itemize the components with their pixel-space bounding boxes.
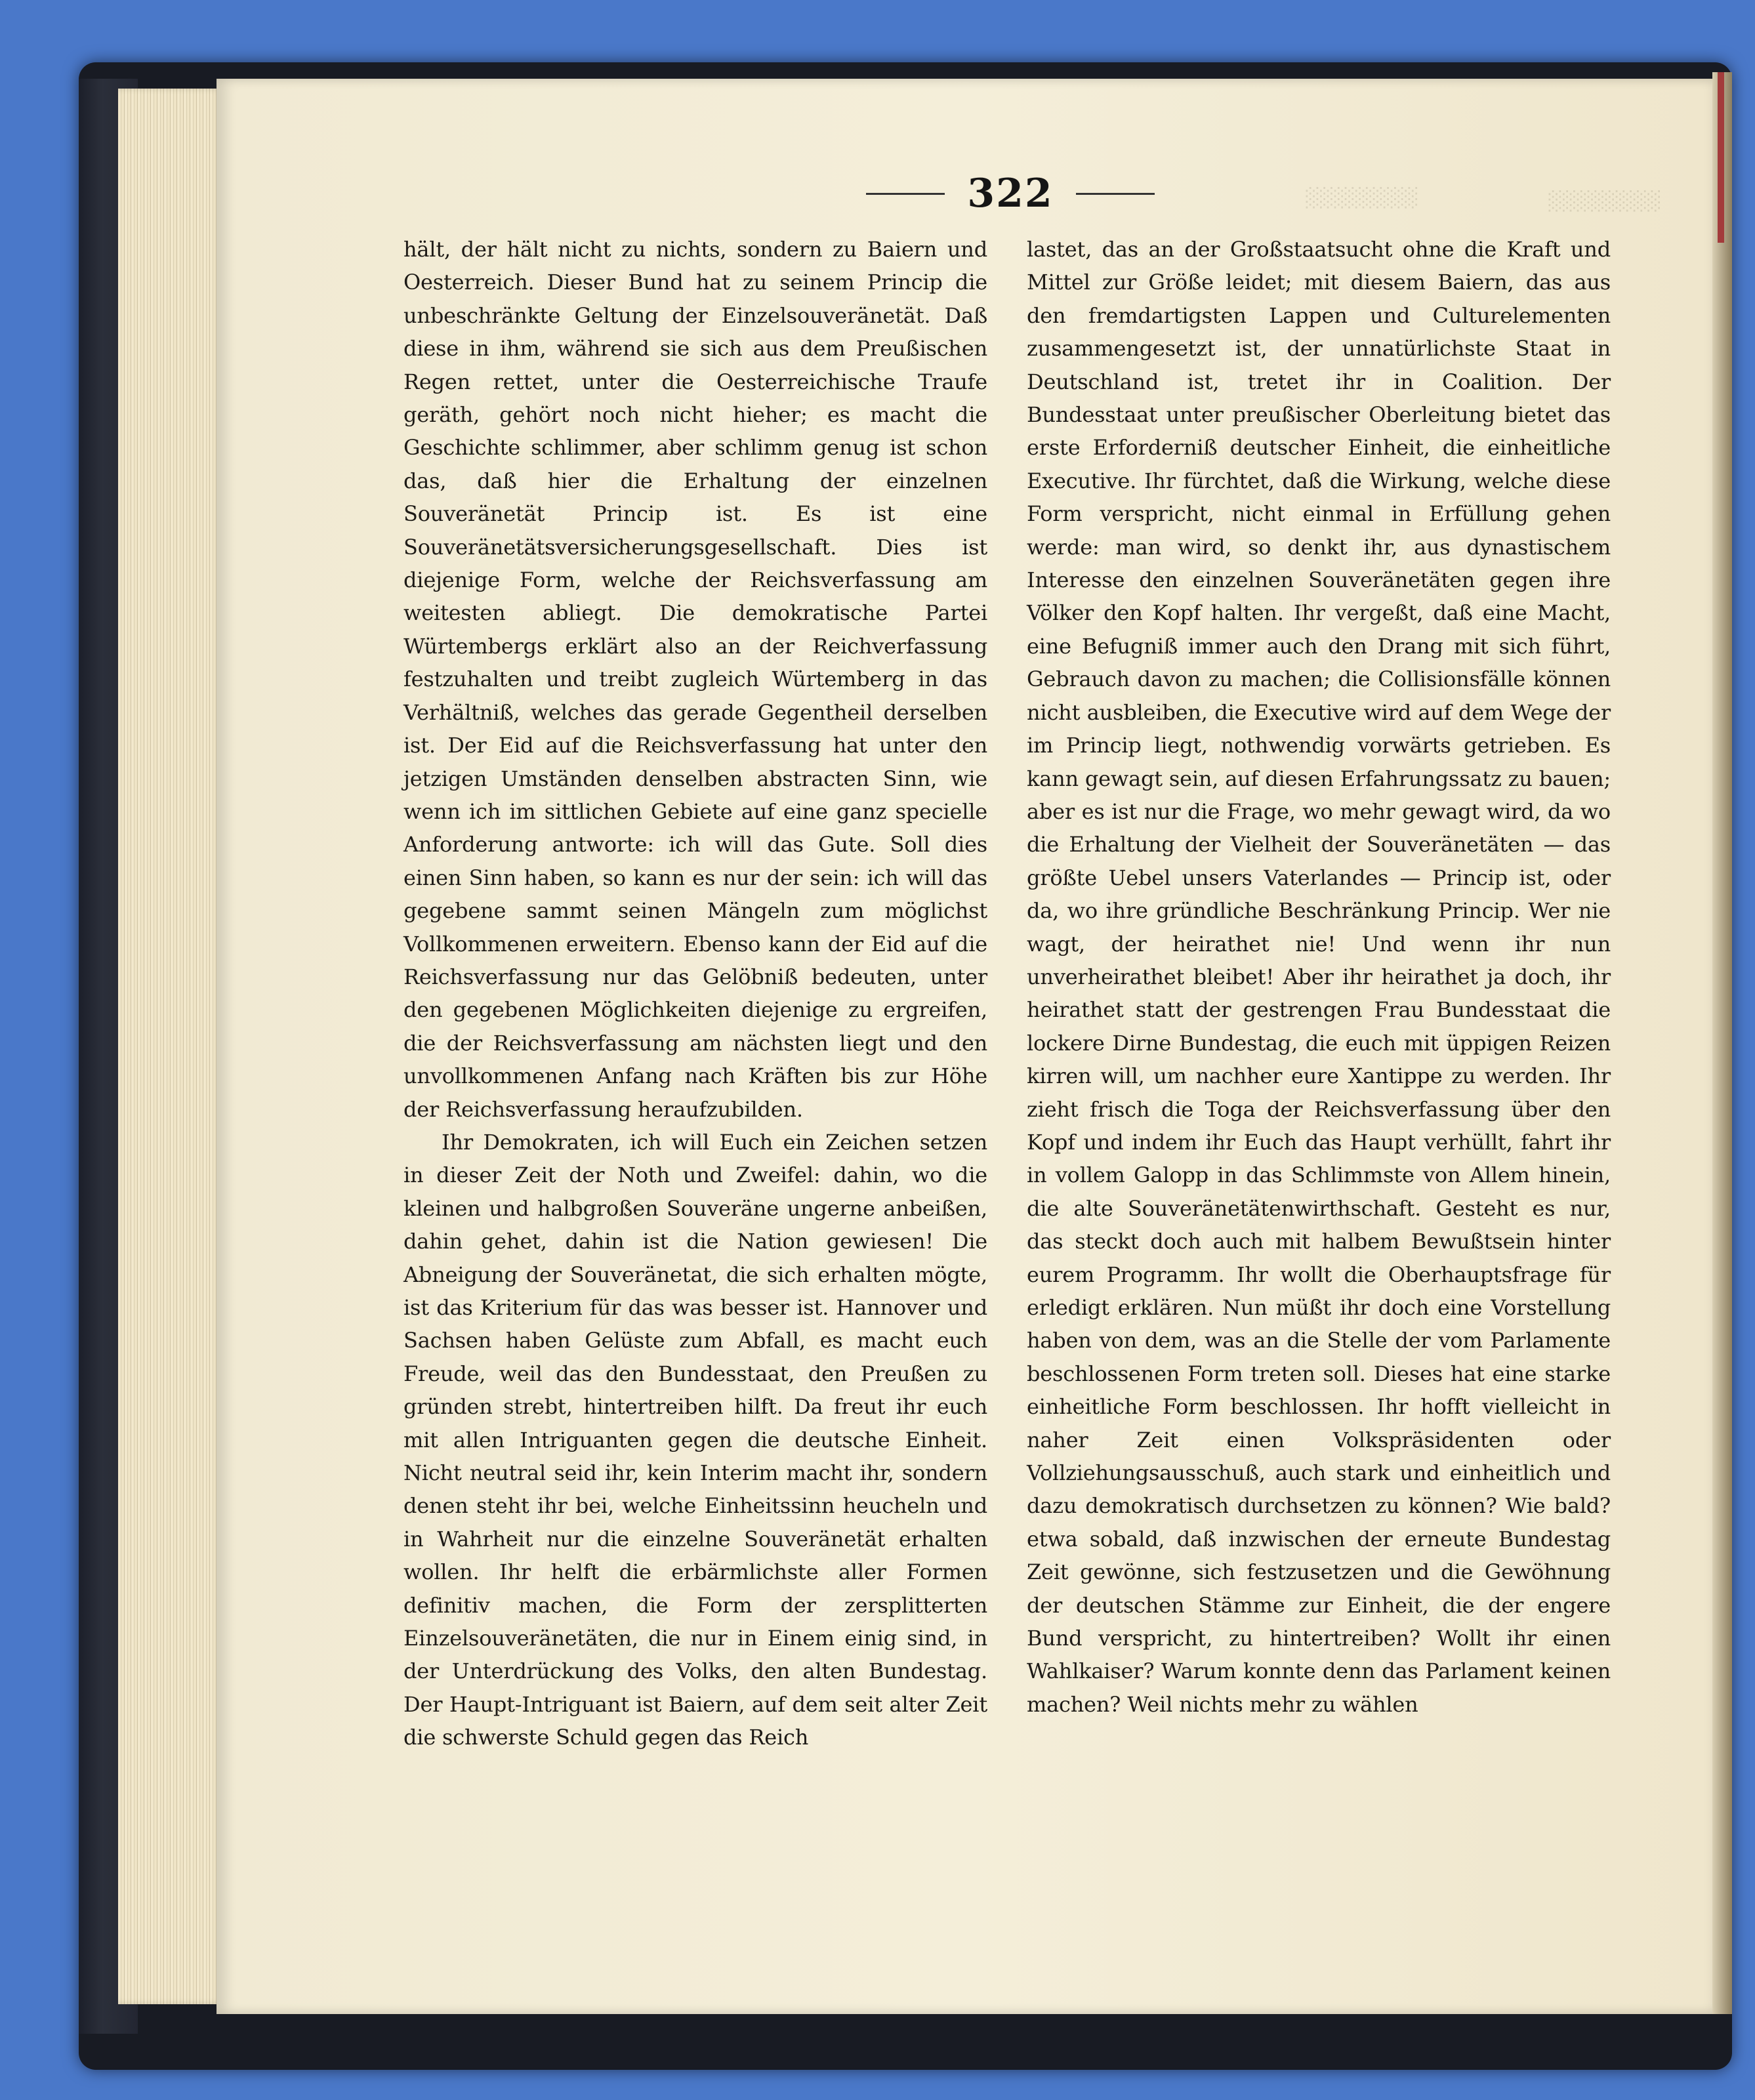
page-edges	[118, 89, 223, 2004]
left-text-column	[403, 233, 987, 1754]
right-text-column	[1027, 233, 1611, 1721]
header-rule-right	[1076, 193, 1155, 195]
show-through-left: ░░░░░░░░	[1304, 187, 1417, 209]
facing-page-edge	[1712, 72, 1732, 2014]
right-paragraph-1: lastet, das an der Großstaatsucht ohne die Kraft und Mittel zur Größe leidet; mit diesem Baiern, das aus den fremdartigsten Lappen und Culturelementen zusammengesetzt ist, der unnatürlichste Staat in Deutschland ist, tretet ihr in Coalition. Der Bundesstaat unter preußischer Oberleitung bietet das erste Erforderniß deutscher Einheit, die einheitliche Executive. Ihr fürchtet, daß die Wirkung, welche diese Form verspricht, nicht einmal in Erfüllung gehen werde: man wird, so denkt ihr, aus dynastischem Interesse den einzelnen Souveränetäten gegen ihre Völker den Kopf halten. Ihr vergeßt, daß eine Macht, eine Befugniß immer auch den Drang mit sich führt, Gebrauch davon zu machen; die Collisionsfälle können nicht ausbleiben, die Executive wird auf dem Wege der im Princip liegt, nothwendig vorwärts getrieben. Es kann gewagt sein, auf diesen Erfahrungssatz zu bauen; aber es ist nur die Frage, wo mehr gewagt wird, da wo die Erhaltung der Vielheit der Souveränetäten — das größte Uebel unsers Vaterlandes — Princip ist, oder da, wo ihre gründliche Beschränkung Princip. Wer nie wagt, der heirathet nie! Und wenn ihr nun unverheirathet bleibet! Aber ihr heirathet ja doch, ihr heirathet statt der gestrengen Frau Bundesstaat die lockere Dirne Bundestag, die euch mit üppigen Reizen kirren will, um nachher eure Xantippe zu werden. Ihr zieht frisch die Toga der Reichsverfassung über den Kopf und indem ihr Euch das Haupt verhüllt, fahrt ihr in vollem Galopp in das Schlimmste von Allem hinein, die alte Souveränetätenwirthschaft. Gesteht es nur, das steckt doch auch mit halbem Bewußtsein hinter eurem Programm. Ihr wollt die Oberhauptsfrage für erledigt erklären. Nun müßt ihr doch eine Vorstellung haben von dem, was an die Stelle der vom Parlamente beschlossenen Form treten soll. Dieses hat eine starke einheitliche Form beschlossen. Ihr hofft vielleicht in naher Zeit einen Volkspräsidenten oder Vollziehungsausschuß, auch stark und einheitlich und dazu demokratisch durchsetzen zu können? Wie bald? etwa sobald, daß inzwischen der erneute Bundestag Zeit gewönne, sich festzusetzen und die Gewöhnung der deutschen Stämme zur Einheit, die der engere Bund verspricht, zu hintertreiben? Wollt ihr einen Wahlkaiser? Warum konnte denn das Parlament keinen machen? Weil nichts mehr zu wählen	[1027, 237, 1611, 1717]
page-header	[833, 167, 1187, 220]
show-through-right: ░░░░░░░░	[1546, 190, 1660, 212]
left-paragraph-2: Ihr Demokraten, ich will Euch ein Zeichen setzen in dieser Zeit der Noth und Zweifel: dahin, wo die kleinen und halbgroßen Souveräne ungerne anbeißen, dahin gehet, dahin ist die Nation gewiesen! Die Abneigung der Souveränetat, die sich erhalten mögte, ist das Kriterium für das was besser ist. Hannover und Sachsen haben Gelüste zum Abfall, es macht euch Freude, weil das den Bundesstaat, den Preußen zu gründen strebt, hintertreiben hilft. Da freut ihr euch mit allen Intriguanten gegen die deutsche Einheit. Nicht neutral seid ihr, kein Interim macht ihr, sondern denen steht ihr bei, welche Einheitssinn heucheln und in Wahrheit nur die einzelne Souveränetät erhalten wollen. Ihr helft die erbärmlichste aller Formen definitiv machen, die Form der zersplitterten Einzelsouveränetäten, die nur in Einem einig sind, in der Unterdrückung des Volks, den alten Bundestag. Der Haupt-Intriguant ist Baiern, auf dem seit alter Zeit die schwerste Schuld gegen das Reich	[403, 1129, 987, 1750]
header-rule-left	[866, 193, 945, 195]
page-number: 322	[967, 171, 1054, 216]
left-paragraph-1: hält, der hält nicht zu nichts, sondern zu Baiern und Oesterreich. Dieser Bund hat zu seinem Princip die unbeschränkte Geltung der Einzelsouveränetät. Daß diese in ihm, während sie sich aus dem Preußischen Regen rettet, unter die Oesterreichische Traufe geräth, gehört noch nicht hieher; es macht die Geschichte schlimmer, aber schlimm genug ist schon das, daß hier die Erhaltung der einzelnen Souveränetät Princip ist. Es ist eine Souveränetätsversicherungsgesellschaft. Dies ist diejenige Form, welche der Reichsverfassung am weitesten abliegt. Die demokratische Partei Würtembergs erklärt also an der Reichverfassung festzuhalten und treibt zugleich Würtemberg in das Verhältniß, welches das gerade Gegentheil derselben ist. Der Eid auf die Reichsverfassung hat unter den jetzigen Umständen denselben abstracten Sinn, wie wenn ich im sittlichen Gebiete auf eine ganz specielle Anforderung antworte: ich will das Gute. Soll dies einen Sinn haben, so kann es nur der sein: ich will das gegebene sammt seinen Mängeln zum möglichst Vollkommenen erweitern. Ebenso kann der Eid auf die Reichsverfassung nur das Gelöbniß bedeuten, unter den gegebenen Möglichkeiten diejenige zu ergreifen, die der Reichsverfassung am nächsten liegt und den unvollkommenen Anfang nach Kräften bis zur Höhe der Reichsverfassung heraufzubilden.	[403, 237, 987, 1122]
